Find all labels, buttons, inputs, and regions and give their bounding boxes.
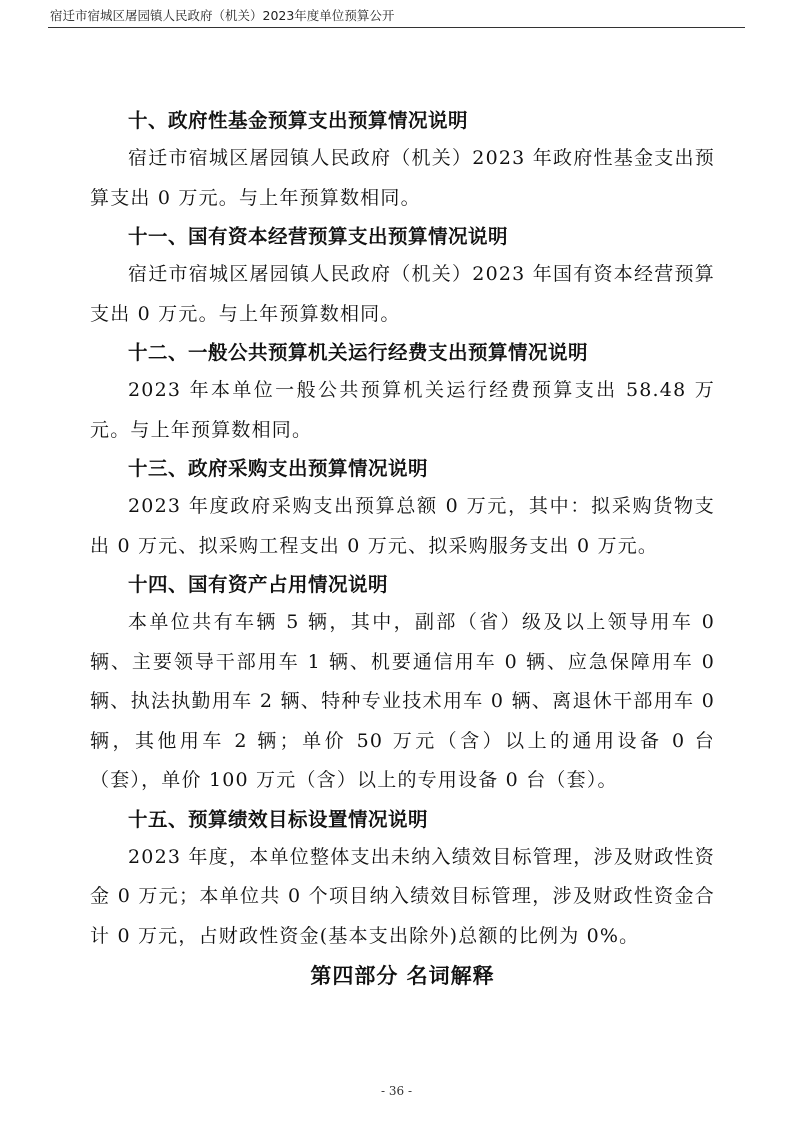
section-paragraph: 宿迁市宿城区屠园镇人民政府（机关）2023 年政府性基金支出预算支出 0 万元。与上年预算数相同。 [90, 147, 715, 209]
section-state-capital [90, 218, 715, 334]
page-number: - 36 - [380, 1084, 412, 1098]
document-body [90, 102, 715, 996]
section-state-assets [90, 566, 715, 801]
part-title: 第四部分 名词解释 [310, 964, 495, 988]
section-paragraph: 2023 年本单位一般公共预算机关运行经费预算支出 58.48 万元。与上年预算数相同。 [90, 379, 715, 441]
section-paragraph: 2023 年度政府采购支出预算总额 0 万元，其中：拟采购货物支出 0 万元、拟采购工程支出 0 万元、拟采购服务支出 0 万元。 [90, 495, 715, 557]
section-heading: 十二、一般公共预算机关运行经费支出预算情况说明 [128, 341, 589, 364]
section-heading: 十三、政府采购支出预算情况说明 [128, 457, 429, 480]
section-government-procurement [90, 450, 715, 566]
header-divider [48, 27, 745, 28]
section-paragraph: 宿迁市宿城区屠园镇人民政府（机关）2023 年国有资本经营预算支出 0 万元。与上年预算数相同。 [90, 263, 715, 325]
section-operating-expenses [90, 334, 715, 450]
section-paragraph: 2023 年度，本单位整体支出未纳入绩效目标管理，涉及财政性资金 0 万元；本单位共 0 个项目纳入绩效目标管理，涉及财政性资金合计 0 万元，占财政性资金(基本支出除外)总额的比例为 0%。 [90, 845, 715, 947]
running-header: 宿迁市宿城区屠园镇人民政府（机关）2023年度单位预算公开 [50, 8, 395, 23]
section-government-fund [90, 102, 715, 218]
section-heading: 十、政府性基金预算支出预算情况说明 [128, 109, 469, 132]
section-heading: 十五、预算绩效目标设置情况说明 [128, 807, 429, 831]
section-performance-targets [90, 801, 715, 957]
section-heading: 十一、国有资本经营预算支出预算情况说明 [128, 225, 509, 248]
section-paragraph: 本单位共有车辆 5 辆，其中，副部（省）级及以上领导用车 0 辆、主要领导干部用车 1 辆、机要通信用车 0 辆、应急保障用车 0 辆、执法执勤用车 2 辆、特种专业技术用车 0 辆、离退休干部用车 0 辆，其他用车 2 辆；单价 50 万元（含）以上的通用设备 0 台（套），单价 100 万元（含）以上的专用设备 0 台（套）。 [90, 611, 715, 791]
section-heading: 十四、国有资产占用情况说明 [128, 573, 389, 596]
